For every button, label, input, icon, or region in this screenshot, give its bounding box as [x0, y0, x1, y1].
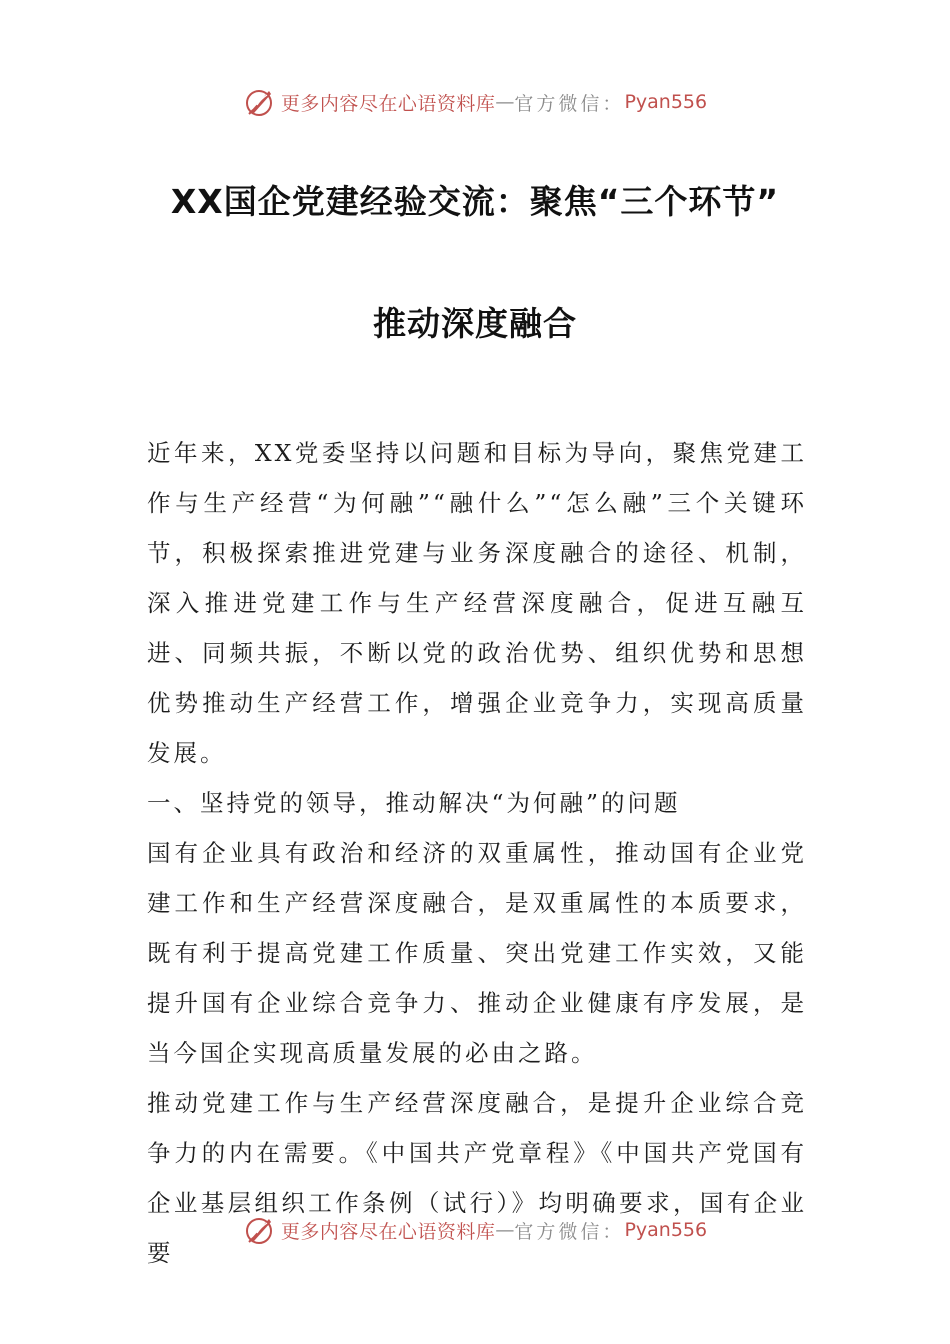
watermark-banner-bottom — [0, 1208, 950, 1252]
watermark-banner-top — [0, 80, 950, 124]
quill-pen-logo-icon — [243, 1213, 277, 1247]
watermark-wechat-id: Pyan556 — [624, 1219, 708, 1241]
paragraph-section-1-a: 国有企业具有政治和经济的双重属性，推动国有企业党建工作和生产经营深度融合，是双重属性的本质要求，既有利于提高党建工作质量、突出党建工作实效，又能提升国有企业综合竞争力、推动企业健康有序发展，是当今国企实现高质量发展的必由之路。 — [147, 839, 807, 1067]
watermark-wechat-id: Pyan556 — [624, 91, 708, 113]
watermark-separator: — — [495, 91, 515, 113]
document-title-line-2: 推动深度融合 — [373, 304, 577, 343]
document-body — [147, 428, 807, 1278]
watermark-label: 官方微信： — [514, 1220, 625, 1243]
section-heading-1: 一、坚持党的领导，推动解决“为何融”的问题 — [147, 789, 681, 817]
paragraph-intro: 近年来，XX党委坚持以问题和目标为导向，聚焦党建工作与生产经营“为何融”“融什么”“怎么融”三个关键环节，积极探索推进党建与业务深度融合的途径、机制，深入推进党建工作与生产经营深度融合，促进互融互进、同频共振，不断以党的政治优势、组织优势和思想优势推动生产经营工作，增强企业竞争力，实现高质量发展。 — [147, 439, 807, 767]
watermark-site-text: 更多内容尽在心语资料库 — [280, 1220, 496, 1243]
quill-pen-logo-icon — [243, 85, 277, 119]
watermark-label: 官方微信： — [514, 92, 625, 115]
watermark-site-text: 更多内容尽在心语资料库 — [280, 92, 496, 115]
paragraph-section-1-b: 推动党建工作与生产经营深度融合，是提升企业综合竞争力的内在需要。《中国共产党章程》《中国共产党国有企业基层组织工作条例（试行）》均明确要求，国有企业要 — [147, 1089, 807, 1267]
document-title-line-1: XX国企党建经验交流：聚焦“三个环节” — [170, 182, 780, 221]
watermark-separator: — — [495, 1219, 515, 1241]
